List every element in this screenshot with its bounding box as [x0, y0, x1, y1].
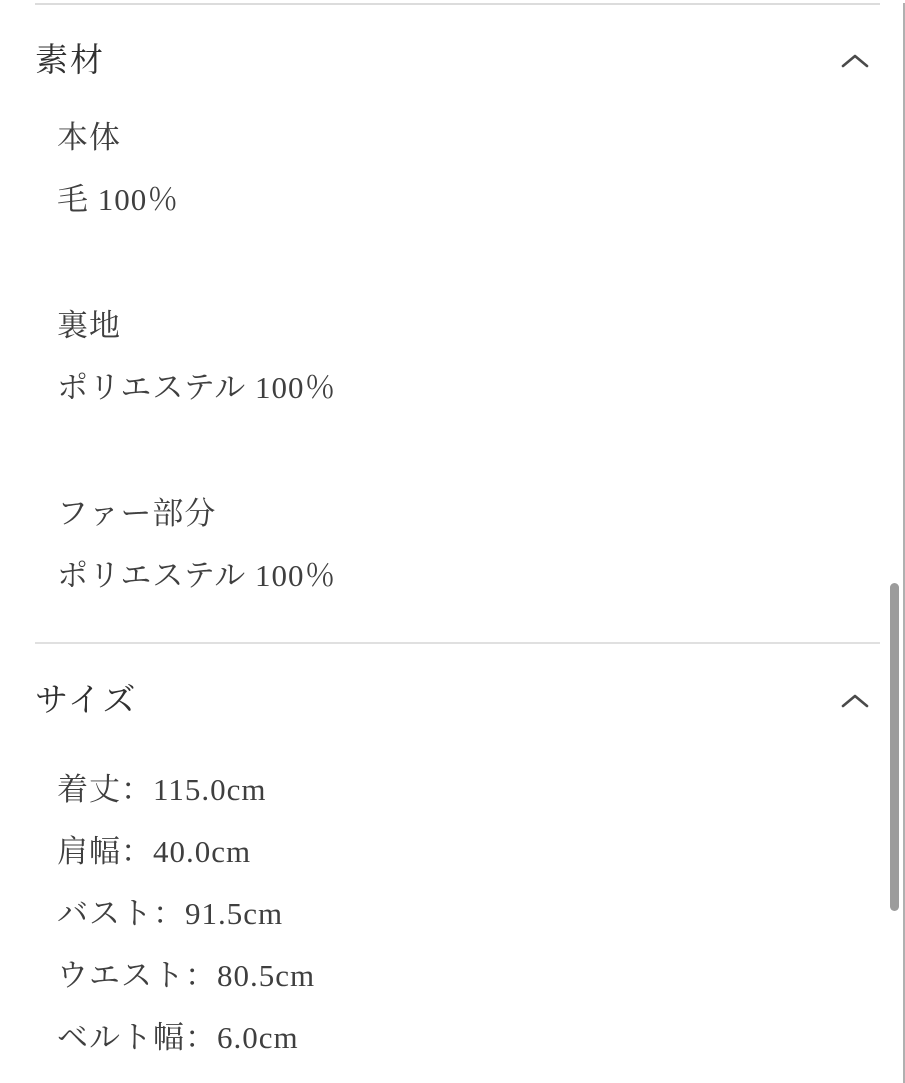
size-accordion-header[interactable] — [35, 644, 880, 725]
material-composition: ポリエステル 100％ — [57, 370, 337, 405]
material-composition: 毛 100％ — [57, 182, 180, 217]
size-measurement: 着丈：115.0cm — [57, 772, 267, 807]
material-part-name: 裏地 — [57, 308, 121, 343]
size-section — [0, 644, 905, 1069]
size-measurement: 肩幅：40.0cm — [57, 834, 252, 869]
material-part-name: ファー部分 — [57, 496, 217, 531]
chevron-up-icon — [840, 693, 870, 709]
size-measurement: ウエスト：80.5cm — [57, 958, 316, 993]
size-measurement: バスト：91.5cm — [57, 896, 284, 931]
scrollbar-thumb[interactable] — [890, 583, 899, 911]
material-accordion-header[interactable] — [35, 5, 880, 85]
size-section-body — [57, 725, 880, 1069]
chevron-up-icon — [840, 53, 870, 69]
material-section-body — [57, 85, 880, 607]
material-group — [57, 483, 880, 607]
material-part-name: 本体 — [57, 120, 121, 155]
material-section-title: 素材 — [35, 43, 105, 79]
size-measurement: ベルト幅：6.0cm — [57, 1020, 299, 1055]
product-detail-panel — [0, 3, 905, 1069]
material-composition: ポリエステル 100％ — [57, 558, 337, 593]
size-section-title: サイズ — [35, 683, 138, 719]
material-section — [0, 5, 905, 607]
material-group — [57, 107, 880, 231]
material-group — [57, 295, 880, 419]
